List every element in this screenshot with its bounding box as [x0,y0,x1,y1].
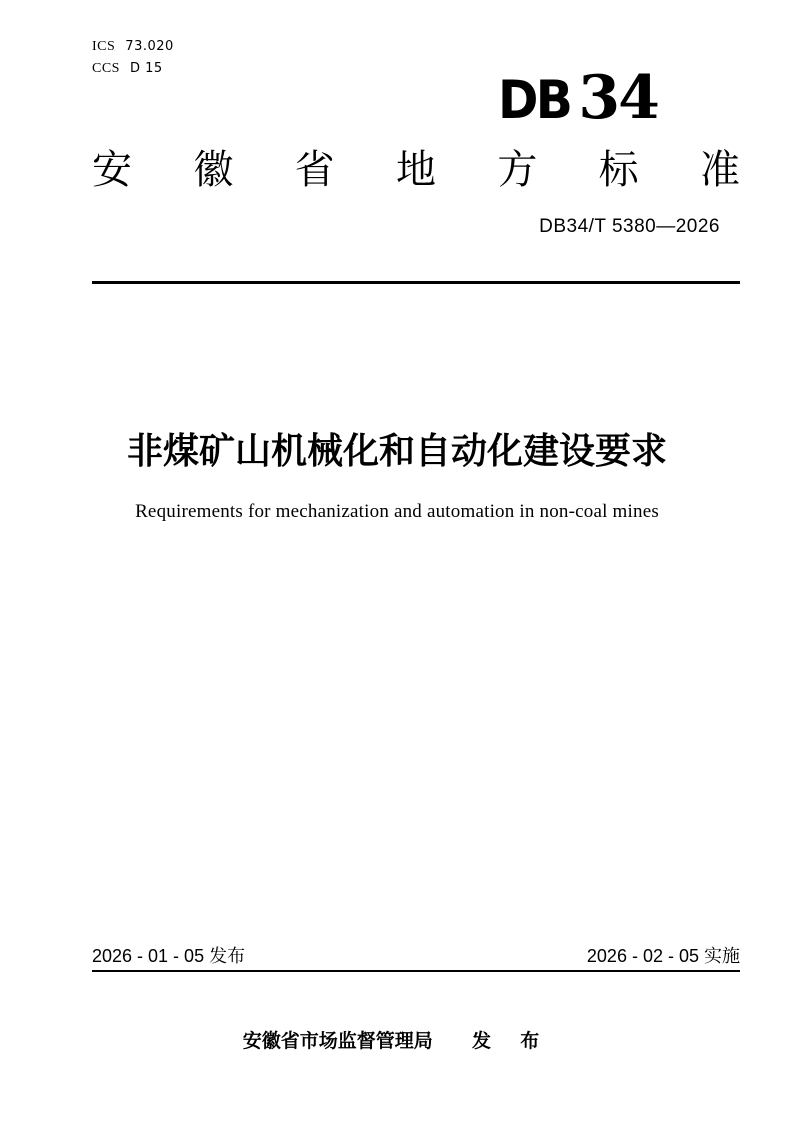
standard-type-char: 地 [395,148,436,192]
ics-line [92,36,174,58]
footer-divider-rule [92,970,740,972]
classification-block [92,36,174,80]
standard-type-title [92,150,740,190]
ics-value: 73.020 [125,39,174,54]
standard-type-char: 标 [598,148,639,192]
standard-type-char: 安 [92,148,132,192]
ccs-value: D 15 [129,61,163,76]
publisher-line [0,1026,794,1053]
implement-date: 2026 - 02 - 05 实施 [586,946,740,966]
standard-number: DB34/T 5380—2026 [539,216,720,237]
standard-type-char: 省 [294,148,335,192]
db34-logo-letters: DB [498,70,571,131]
publisher-name: 安徽省市场监督管理局 [242,1031,433,1052]
standard-type-char: 徽 [193,148,234,192]
header-divider-rule [92,281,740,284]
issue-date: 2026 - 01 - 05 发布 [92,946,246,966]
document-title-chinese: 非煤矿山机械化和自动化建设要求 [126,430,667,471]
standard-type-char: 方 [497,148,538,192]
db34-logo-number: 34 [578,63,658,133]
document-title-english: Requirements for mechanization and automation in non-coal mines [135,501,659,522]
db34-logo [498,63,658,133]
dates-row [92,944,740,968]
ccs-line [92,58,174,80]
standard-type-char: 准 [699,148,740,192]
publish-action-label: 发 布 [472,1031,552,1052]
ccs-label: CCS [92,61,120,76]
ics-label: ICS [92,39,116,54]
